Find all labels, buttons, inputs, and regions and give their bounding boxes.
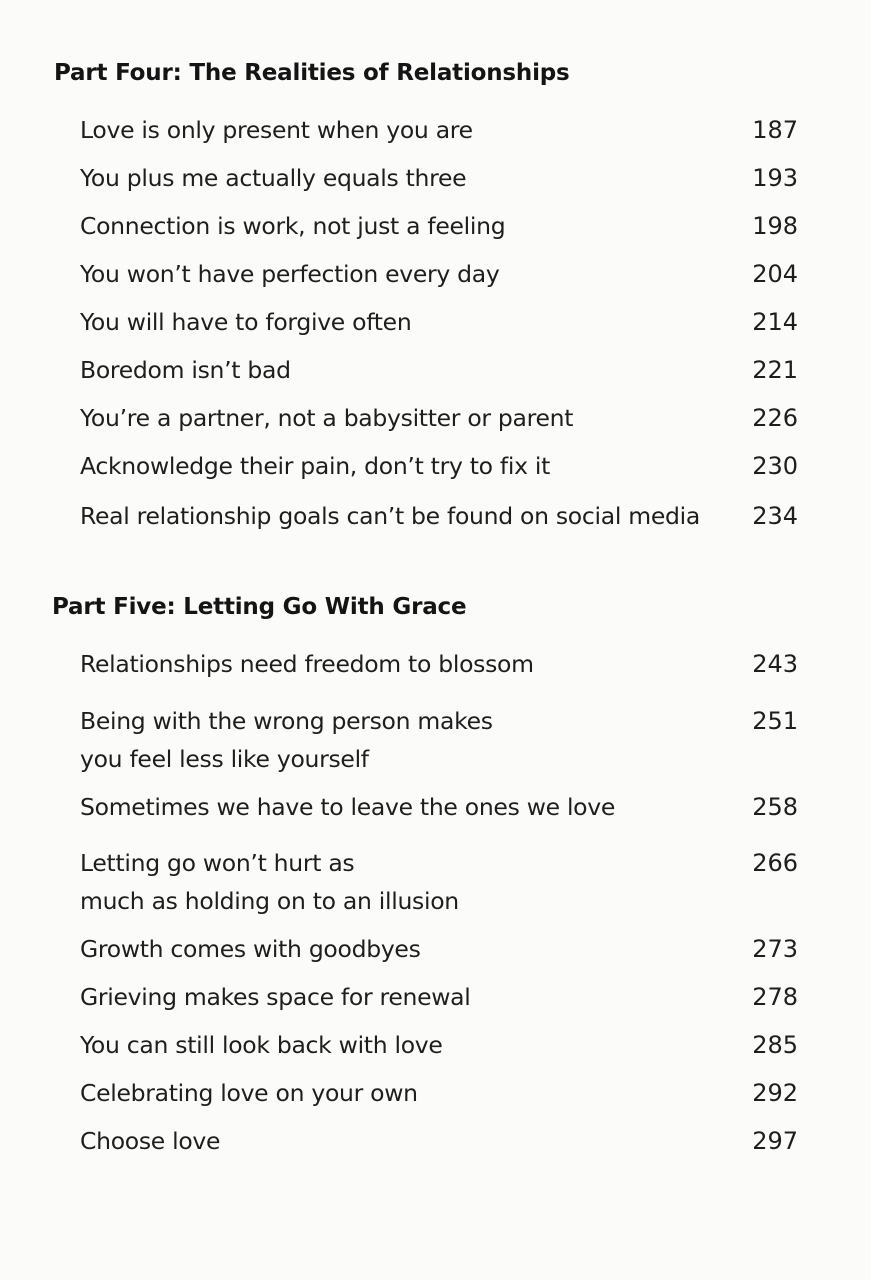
entry-title: Sometimes we have to leave the ones we love — [80, 793, 616, 821]
part-heading: Part Four: The Realities of Relationships — [54, 60, 570, 86]
entry-page-number: 273 — [752, 935, 798, 963]
entry-page-number: 230 — [752, 452, 798, 480]
entry-title: Real relationship goals can’t be found on social media — [80, 502, 700, 530]
entry-title: You can still look back with love — [80, 1031, 443, 1059]
entry-title: Boredom isn’t bad — [80, 356, 291, 384]
entry-title: You plus me actually equals three — [80, 164, 467, 192]
entry-title: You won’t have perfection every day — [80, 260, 500, 288]
entry-page-number: 221 — [752, 356, 798, 384]
entry-page-number: 204 — [752, 260, 798, 288]
entry-title: Being with the wrong person makes you feel less like yourself — [80, 707, 493, 773]
entry-page-number: 285 — [752, 1031, 798, 1059]
entry-title: Relationships need freedom to blossom — [80, 650, 534, 678]
entry-title: Acknowledge their pain, don’t try to fix it — [80, 452, 551, 480]
entry-title: Connection is work, not just a feeling — [80, 212, 506, 240]
entry-title: Grieving makes space for renewal — [80, 983, 471, 1011]
entry-title: Letting go won’t hurt as much as holding on to an illusion — [80, 849, 459, 915]
entry-page-number: 258 — [752, 793, 798, 821]
entry-page-number: 292 — [752, 1079, 798, 1107]
entry-title: You’re a partner, not a babysitter or parent — [80, 404, 574, 432]
entry-page-number: 198 — [752, 212, 798, 240]
part-heading: Part Five: Letting Go With Grace — [52, 594, 467, 620]
entry-title: Celebrating love on your own — [80, 1079, 418, 1107]
entry-page-number: 278 — [752, 983, 798, 1011]
entry-page-number: 193 — [752, 164, 798, 192]
entry-page-number: 226 — [752, 404, 798, 432]
entry-title: You will have to forgive often — [80, 308, 412, 336]
entry-title: Choose love — [80, 1127, 221, 1155]
entry-page-number: 234 — [752, 502, 798, 530]
entry-title: Growth comes with goodbyes — [80, 935, 421, 963]
entry-page-number: 214 — [752, 308, 798, 336]
entry-page-number: 297 — [752, 1127, 798, 1155]
entry-page-number: 266 — [752, 849, 798, 877]
entry-page-number: 243 — [752, 650, 798, 678]
entry-page-number: 187 — [752, 116, 798, 144]
entry-title: Love is only present when you are — [80, 116, 473, 144]
entry-page-number: 251 — [752, 707, 798, 735]
